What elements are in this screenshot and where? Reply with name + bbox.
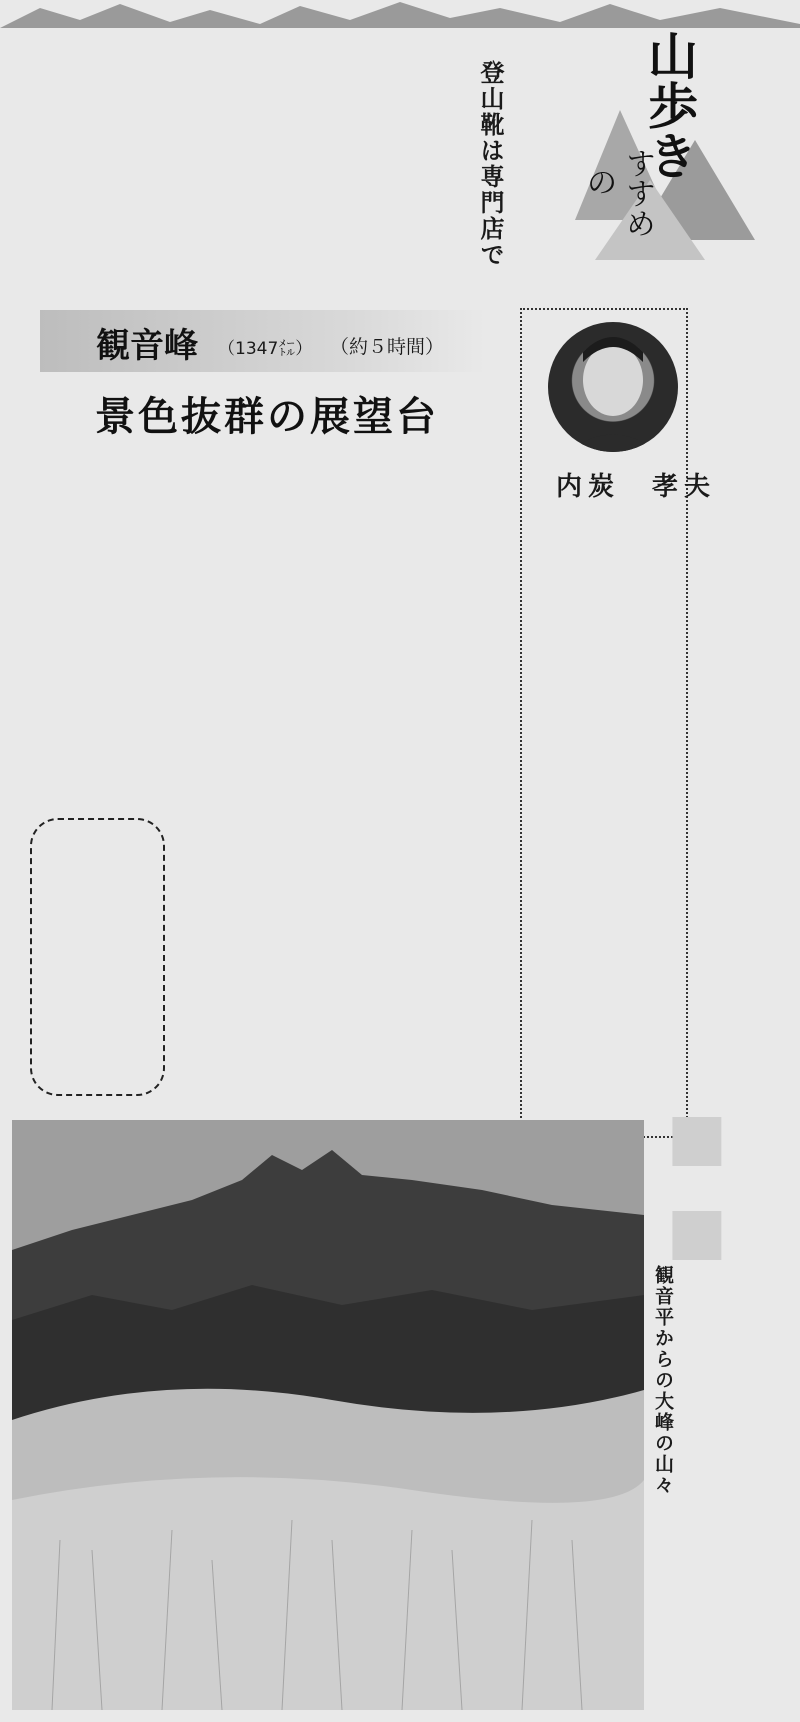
logo-subtitle: すすめ (620, 148, 655, 238)
route-name: 観音峰 (96, 326, 198, 366)
background-watermark-glyphs: ■■ (660, 1100, 734, 1288)
author-name: 内炭 孝夫 (556, 472, 717, 502)
mountain-landscape-photo (12, 1120, 644, 1710)
logo-title: 山歩き (640, 30, 698, 180)
photo-caption: 観音平からの大峰の山々 (652, 1265, 674, 1496)
mountain-photo-drawing (12, 1120, 644, 1710)
column-title: 登山靴は専門店で (476, 60, 504, 268)
article-headline: 景色抜群の展望台 (95, 393, 439, 440)
top-mountain-band (0, 0, 800, 28)
access-info-text (42, 830, 154, 1086)
series-logo (575, 30, 755, 260)
logo-particle: の (587, 166, 617, 201)
summit-body-text (178, 808, 508, 1098)
intro-body-text (16, 62, 486, 290)
route-elevation: （1347㍍） (218, 339, 313, 359)
route-duration: （約５時間） (330, 336, 445, 358)
author-bio (532, 510, 680, 1130)
course-body-text (40, 466, 510, 796)
author-photo (548, 322, 678, 452)
